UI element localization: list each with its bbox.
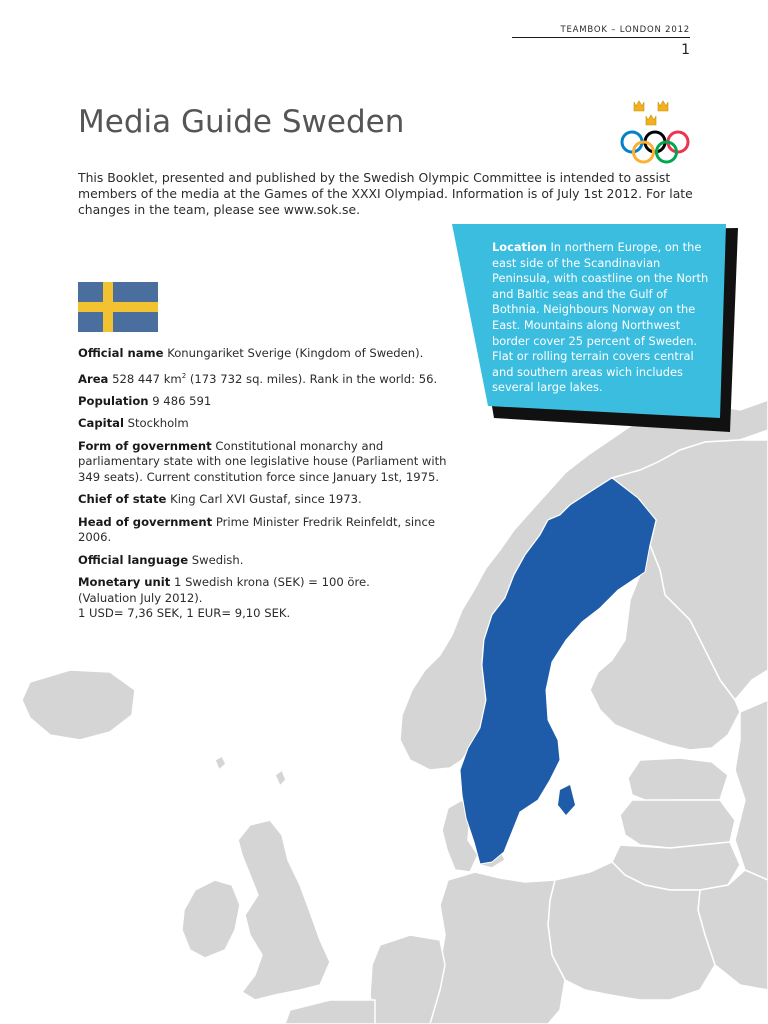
fact-chief-of-state bbox=[78, 492, 458, 508]
fact-value: 9 486 591 bbox=[152, 393, 212, 408]
fact-value: Prime Minister Fredrik Reinfeldt, since 2006. bbox=[78, 514, 435, 545]
intro-paragraph: This Booklet, presented and published by the Swedish Olympic Committee is intended to assist members of the media at the Games of the XXXI Olympiad. Information is of July 1st 2012. For late changes in the team, please see www.sok.se. bbox=[78, 170, 693, 217]
fact-value: King Carl XVI Gustaf, since 1973. bbox=[170, 492, 362, 507]
fact-label: Official language bbox=[78, 552, 189, 567]
country-facts bbox=[78, 346, 458, 629]
fact-official-name bbox=[78, 346, 458, 362]
fact-label: Population bbox=[78, 393, 149, 408]
fact-value: 1 USD= 7,36 SEK, 1 EUR= 9,10 SEK. bbox=[78, 606, 291, 621]
fact-area bbox=[78, 369, 458, 387]
page-title: Media Guide Sweden bbox=[78, 104, 405, 140]
fact-label: Area bbox=[78, 371, 109, 386]
location-label: Location bbox=[492, 240, 547, 254]
fact-currency bbox=[78, 575, 458, 622]
fact-value: 1 Swedish krona (SEK) = 100 öre. bbox=[174, 575, 370, 590]
fact-label: Chief of state bbox=[78, 492, 167, 507]
fact-value: Konungariket Sverige (Kingdom of Sweden). bbox=[167, 346, 424, 360]
fact-label: Head of government bbox=[78, 514, 213, 529]
location-callout bbox=[448, 218, 738, 436]
fact-capital bbox=[78, 416, 458, 432]
fact-value: Constitutional monarchy and parliamentary state with one legislative house (Parliament with 349 seats). Current constitution force since January 1st, 1975. bbox=[78, 438, 447, 484]
fact-value: Stockholm bbox=[127, 416, 189, 431]
fact-label: Official name bbox=[78, 346, 164, 360]
fact-label: Monetary unit bbox=[78, 575, 171, 590]
fact-value: Swedish. bbox=[191, 552, 244, 567]
superscript: 2 bbox=[181, 371, 187, 380]
location-text: In northern Europe, on the east side of the Scandinavian Peninsula, with coastline on the North and Baltic seas and the Gulf of Bothnia. Neighbours Norway on the East. Mountains along Northwest border cover 25 percent of Sweden. Flat or rolling terrain covers central and southern areas wich includes several large lakes. bbox=[492, 240, 709, 395]
fact-value: (Valuation July 2012). bbox=[78, 590, 203, 605]
fact-population bbox=[78, 394, 458, 410]
fact-value: 528 447 km bbox=[112, 371, 182, 386]
fact-label: Capital bbox=[78, 416, 124, 431]
fact-value: (173 732 sq. miles). Rank in the world: 56. bbox=[189, 371, 438, 386]
running-header: TEAMBOK – LONDON 2012 bbox=[560, 25, 690, 35]
fact-language bbox=[78, 553, 458, 569]
header-rule bbox=[512, 37, 690, 38]
page-number: 1 bbox=[681, 42, 690, 58]
fact-government bbox=[78, 439, 458, 486]
fact-head-of-government bbox=[78, 515, 458, 546]
swedish-flag-icon bbox=[78, 282, 158, 332]
fact-label: Form of government bbox=[78, 438, 212, 453]
olympic-emblem-icon bbox=[618, 98, 692, 164]
